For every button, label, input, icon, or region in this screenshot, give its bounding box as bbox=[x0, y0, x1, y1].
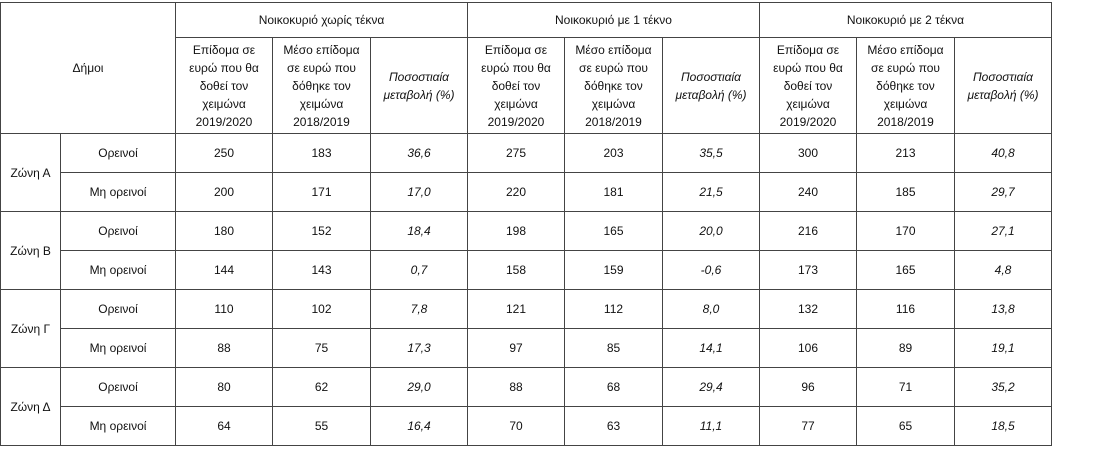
amount-cell: 96 bbox=[760, 368, 857, 407]
group-header-two-children: Νοικοκυριό με 2 τέκνα bbox=[760, 3, 1052, 38]
percent-change-cell: 16,4 bbox=[371, 407, 468, 446]
table-row bbox=[1, 407, 1052, 446]
amount-cell: 183 bbox=[273, 134, 371, 173]
table-row bbox=[1, 251, 1052, 290]
amount-cell: 64 bbox=[176, 407, 273, 446]
amount-cell: 158 bbox=[468, 251, 565, 290]
percent-change-cell: 20,0 bbox=[663, 212, 760, 251]
percent-change-cell: 35,2 bbox=[955, 368, 1052, 407]
percent-change-cell: 29,4 bbox=[663, 368, 760, 407]
amount-cell: 165 bbox=[565, 212, 663, 251]
table-row bbox=[1, 134, 1052, 173]
percent-change-cell: 29,7 bbox=[955, 173, 1052, 212]
area-type-label: Ορεινοί bbox=[61, 212, 176, 251]
percent-change-cell: 27,1 bbox=[955, 212, 1052, 251]
municipalities-header: Δήμοι bbox=[1, 3, 176, 134]
amount-cell: 275 bbox=[468, 134, 565, 173]
amount-cell: 213 bbox=[857, 134, 955, 173]
subheader-benefit-2019-2020: Επίδομα σε ευρώ που θα δοθεί τον χειμώνα 2019/2020 bbox=[176, 38, 273, 134]
area-type-label: Μη ορεινοί bbox=[61, 173, 176, 212]
amount-cell: 220 bbox=[468, 173, 565, 212]
percent-change-cell: -0,6 bbox=[663, 251, 760, 290]
amount-cell: 88 bbox=[176, 329, 273, 368]
amount-cell: 159 bbox=[565, 251, 663, 290]
percent-change-cell: 17,3 bbox=[371, 329, 468, 368]
percent-change-cell: 8,0 bbox=[663, 290, 760, 329]
percent-change-cell: 7,8 bbox=[371, 290, 468, 329]
area-type-label: Μη ορεινοί bbox=[61, 329, 176, 368]
amount-cell: 116 bbox=[857, 290, 955, 329]
table-row bbox=[1, 290, 1052, 329]
amount-cell: 198 bbox=[468, 212, 565, 251]
amount-cell: 80 bbox=[176, 368, 273, 407]
percent-change-cell: 35,5 bbox=[663, 134, 760, 173]
subheader-avg-benefit-2018-2019: Μέσο επίδομα σε ευρώ που δόθηκε τον χειμώνα 2018/2019 bbox=[857, 38, 955, 134]
amount-cell: 240 bbox=[760, 173, 857, 212]
amount-cell: 180 bbox=[176, 212, 273, 251]
subheader-benefit-2019-2020: Επίδομα σε ευρώ που θα δοθεί τον χειμώνα 2019/2020 bbox=[468, 38, 565, 134]
amount-cell: 68 bbox=[565, 368, 663, 407]
amount-cell: 97 bbox=[468, 329, 565, 368]
amount-cell: 65 bbox=[857, 407, 955, 446]
amount-cell: 171 bbox=[273, 173, 371, 212]
subheader-percent-change: Ποσοστιαία μεταβολή (%) bbox=[371, 38, 468, 134]
amount-cell: 112 bbox=[565, 290, 663, 329]
amount-cell: 71 bbox=[857, 368, 955, 407]
table-body bbox=[1, 134, 1052, 446]
percent-change-cell: 0,7 bbox=[371, 251, 468, 290]
amount-cell: 250 bbox=[176, 134, 273, 173]
amount-cell: 110 bbox=[176, 290, 273, 329]
zone-label: Ζώνη Γ bbox=[1, 290, 61, 368]
amount-cell: 106 bbox=[760, 329, 857, 368]
percent-change-cell: 17,0 bbox=[371, 173, 468, 212]
area-type-label: Ορεινοί bbox=[61, 134, 176, 173]
amount-cell: 185 bbox=[857, 173, 955, 212]
percent-change-cell: 18,5 bbox=[955, 407, 1052, 446]
zone-label: Ζώνη Α bbox=[1, 134, 61, 212]
amount-cell: 173 bbox=[760, 251, 857, 290]
table-row bbox=[1, 173, 1052, 212]
table-row bbox=[1, 368, 1052, 407]
amount-cell: 143 bbox=[273, 251, 371, 290]
subheader-avg-benefit-2018-2019: Μέσο επίδομα σε ευρώ που δόθηκε τον χειμώνα 2018/2019 bbox=[273, 38, 371, 134]
group-header-no-children: Νοικοκυριό χωρίς τέκνα bbox=[176, 3, 468, 38]
percent-change-cell: 40,8 bbox=[955, 134, 1052, 173]
amount-cell: 300 bbox=[760, 134, 857, 173]
amount-cell: 181 bbox=[565, 173, 663, 212]
subheader-avg-benefit-2018-2019: Μέσο επίδομα σε ευρώ που δόθηκε τον χειμώνα 2018/2019 bbox=[565, 38, 663, 134]
group-header-one-child: Νοικοκυριό με 1 τέκνο bbox=[468, 3, 760, 38]
subheader-percent-change: Ποσοστιαία μεταβολή (%) bbox=[663, 38, 760, 134]
percent-change-cell: 18,4 bbox=[371, 212, 468, 251]
area-type-label: Μη ορεινοί bbox=[61, 251, 176, 290]
amount-cell: 63 bbox=[565, 407, 663, 446]
amount-cell: 152 bbox=[273, 212, 371, 251]
amount-cell: 200 bbox=[176, 173, 273, 212]
percent-change-cell: 36,6 bbox=[371, 134, 468, 173]
amount-cell: 144 bbox=[176, 251, 273, 290]
amount-cell: 55 bbox=[273, 407, 371, 446]
amount-cell: 85 bbox=[565, 329, 663, 368]
amount-cell: 77 bbox=[760, 407, 857, 446]
amount-cell: 75 bbox=[273, 329, 371, 368]
benefits-table bbox=[0, 2, 1052, 446]
area-type-label: Ορεινοί bbox=[61, 368, 176, 407]
area-type-label: Μη ορεινοί bbox=[61, 407, 176, 446]
amount-cell: 203 bbox=[565, 134, 663, 173]
amount-cell: 88 bbox=[468, 368, 565, 407]
percent-change-cell: 29,0 bbox=[371, 368, 468, 407]
amount-cell: 70 bbox=[468, 407, 565, 446]
amount-cell: 89 bbox=[857, 329, 955, 368]
table-row bbox=[1, 212, 1052, 251]
area-type-label: Ορεινοί bbox=[61, 290, 176, 329]
amount-cell: 121 bbox=[468, 290, 565, 329]
subheader-percent-change: Ποσοστιαία μεταβολή (%) bbox=[955, 38, 1052, 134]
table-row bbox=[1, 329, 1052, 368]
amount-cell: 62 bbox=[273, 368, 371, 407]
zone-label: Ζώνη Β bbox=[1, 212, 61, 290]
amount-cell: 216 bbox=[760, 212, 857, 251]
amount-cell: 102 bbox=[273, 290, 371, 329]
percent-change-cell: 21,5 bbox=[663, 173, 760, 212]
amount-cell: 165 bbox=[857, 251, 955, 290]
zone-label: Ζώνη Δ bbox=[1, 368, 61, 446]
percent-change-cell: 4,8 bbox=[955, 251, 1052, 290]
percent-change-cell: 19,1 bbox=[955, 329, 1052, 368]
percent-change-cell: 11,1 bbox=[663, 407, 760, 446]
amount-cell: 170 bbox=[857, 212, 955, 251]
amount-cell: 132 bbox=[760, 290, 857, 329]
percent-change-cell: 14,1 bbox=[663, 329, 760, 368]
subheader-benefit-2019-2020: Επίδομα σε ευρώ που θα δοθεί τον χειμώνα 2019/2020 bbox=[760, 38, 857, 134]
percent-change-cell: 13,8 bbox=[955, 290, 1052, 329]
